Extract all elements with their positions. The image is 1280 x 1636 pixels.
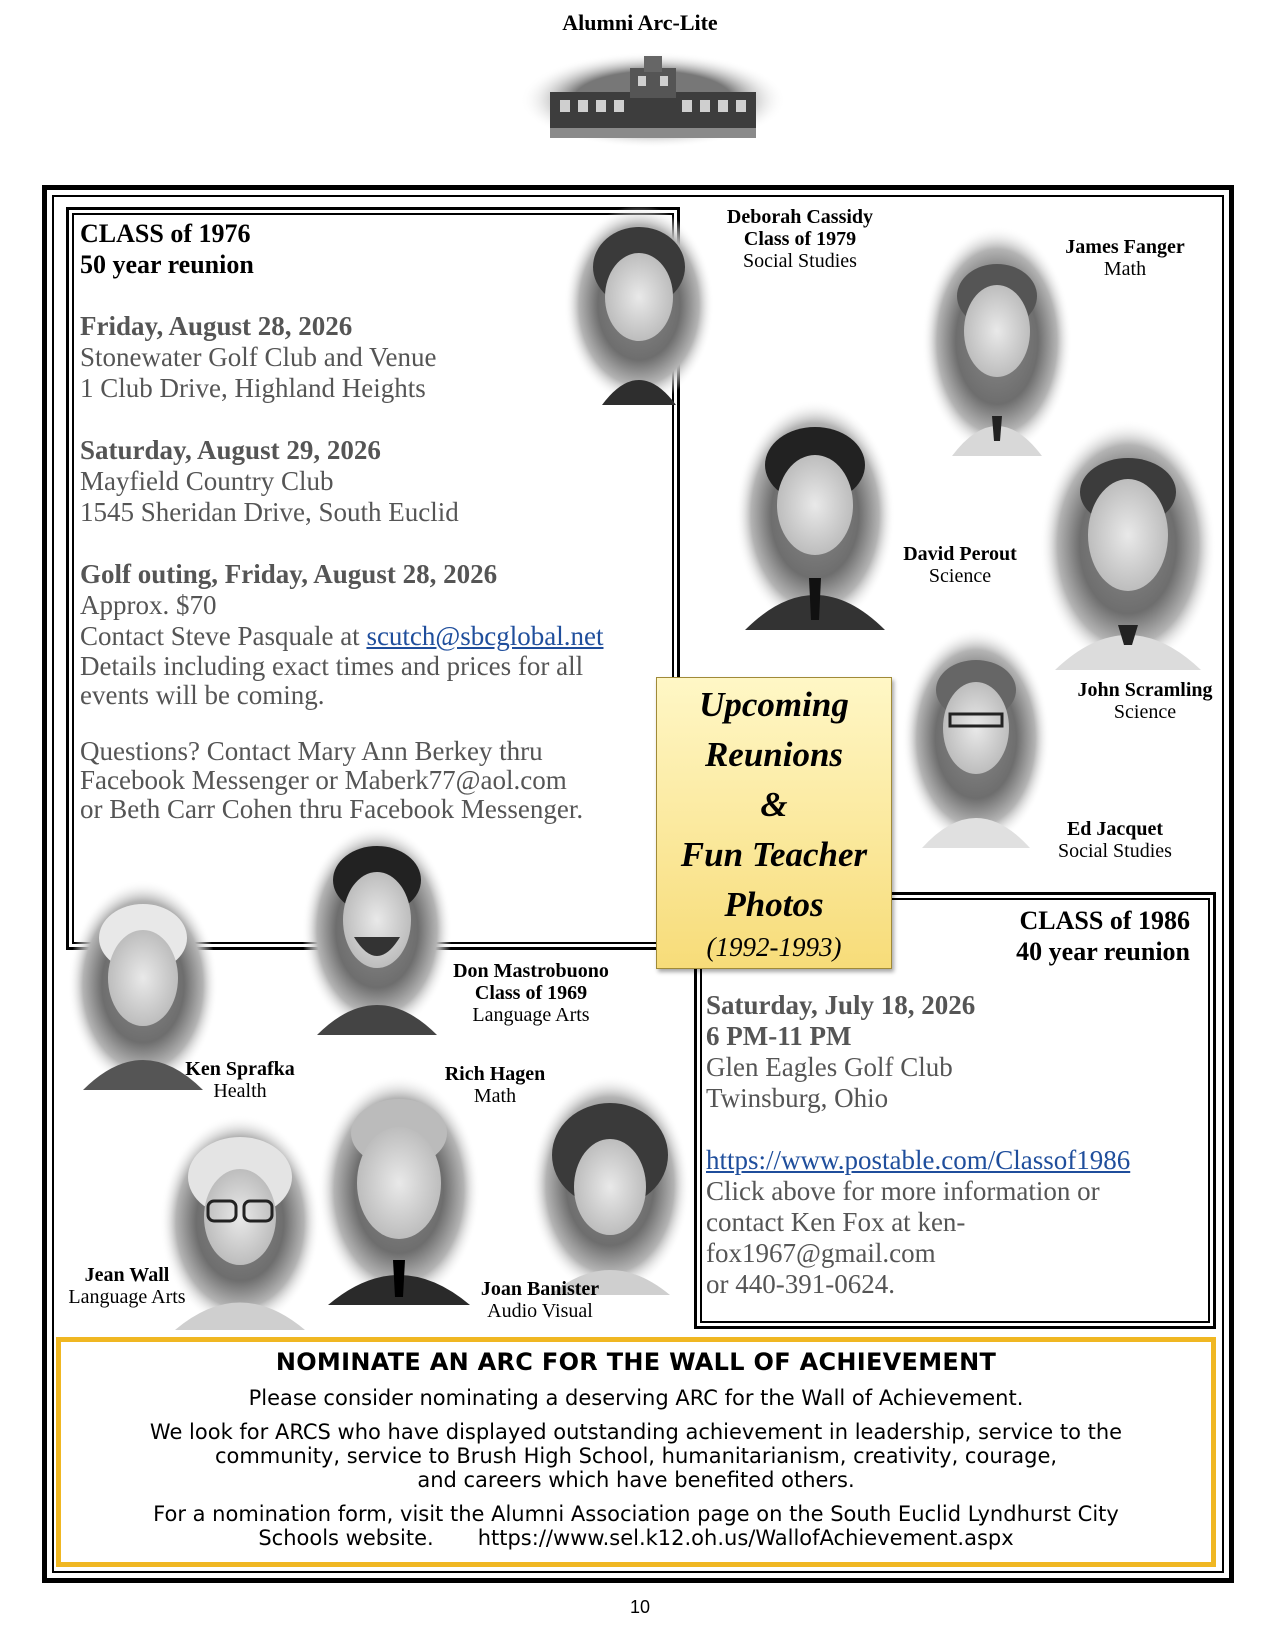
event2-date: Saturday, August 29, 2026 — [80, 435, 381, 465]
caption-don-mastrobuono — [436, 960, 626, 1026]
nominate-p2-line-3: and careers which have benefited others. — [417, 1468, 855, 1492]
caption-david-perout — [880, 543, 1040, 587]
teacher-name: Don Mastrobuono — [453, 960, 609, 982]
golf-date: Golf outing, Friday, August 28, 2026 — [80, 559, 498, 589]
teacher-subject: Social Studies — [1058, 840, 1172, 862]
caption-jean-wall — [52, 1264, 202, 1308]
caption-ed-jacquet — [1030, 818, 1200, 862]
questions-line-1: Questions? Contact Mary Ann Berkey thru — [80, 736, 543, 766]
nominate-p2-line-1: We look for ARCS who have displayed outstanding achievement in leadership, service to the — [149, 1420, 1123, 1444]
event1-venue: Stonewater Golf Club and Venue — [80, 342, 437, 372]
school-building-image — [520, 52, 786, 148]
reunion-1986-city: Twinsburg, Ohio — [706, 1083, 889, 1113]
questions-line-2: Facebook Messenger or Maberk77@aol.com — [80, 765, 567, 795]
portrait-deborah-cassidy — [564, 205, 714, 405]
portrait-don-mastrobuono — [302, 825, 452, 1035]
event1-date: Friday, August 28, 2026 — [80, 311, 353, 341]
teacher-class: Class of 1969 — [474, 982, 588, 1004]
nominate-p2-line-2: community, service to Brush High School, humanitarianism, creativity, courage, — [214, 1444, 1058, 1468]
event1-address: 1 Club Drive, Highland Heights — [80, 373, 426, 403]
nominate-paragraph-1: Please consider nominating a deserving ARC for the Wall of Achievement. — [248, 1386, 1024, 1410]
golf-price: Approx. $70 — [80, 590, 217, 620]
portrait-rich-hagen — [318, 1075, 480, 1305]
info-line-4: or 440-391-0624. — [706, 1269, 895, 1299]
portrait-joan-banister — [530, 1075, 690, 1295]
teacher-name: Joan Banister — [480, 1278, 600, 1300]
center-line-4: Fun Teacher — [680, 835, 868, 874]
event2-address: 1545 Sheridan Drive, South Euclid — [80, 497, 459, 527]
reunion-1986-date: Saturday, July 18, 2026 — [706, 990, 976, 1020]
teacher-subject: Language Arts — [472, 1004, 590, 1026]
info-line-3: fox1967@gmail.com — [706, 1238, 936, 1268]
teacher-class: Class of 1979 — [743, 228, 857, 250]
upcoming-reunions-box — [656, 677, 892, 969]
info-line-2: contact Ken Fox at ken- — [706, 1207, 966, 1237]
details-line-1: Details including exact times and prices for all — [80, 651, 584, 681]
reunion-1986-venue: Glen Eagles Golf Club — [706, 1052, 953, 1082]
caption-deborah-cassidy — [712, 206, 888, 272]
class-1976-heading: CLASS of 1976 — [80, 219, 251, 248]
teacher-subject: Math — [473, 1085, 517, 1107]
center-line-3: & — [760, 785, 788, 824]
teacher-name: John Scramling — [1077, 679, 1213, 701]
teacher-name: David Perout — [903, 543, 1017, 565]
center-years: (1992-1993) — [706, 932, 842, 962]
questions-line-3: or Beth Carr Cohen thru Facebook Messenger. — [80, 794, 584, 824]
golf-contact-email-link[interactable]: scutch@sbcglobal.net — [366, 621, 604, 651]
teacher-subject: Math — [1103, 258, 1147, 280]
teacher-name: Ed Jacquet — [1066, 818, 1164, 840]
portrait-david-perout — [735, 400, 895, 630]
wall-of-achievement-link[interactable]: https://www.sel.k12.oh.us/WallofAchievement.aspx — [477, 1526, 1014, 1550]
teacher-name: Deborah Cassidy — [726, 206, 874, 228]
caption-rich-hagen — [430, 1063, 560, 1107]
portrait-ed-jacquet — [902, 628, 1050, 848]
teacher-subject: Audio Visual — [487, 1300, 593, 1322]
class-1986-text — [706, 990, 1196, 1300]
info-line-1: Click above for more information or — [706, 1176, 1100, 1206]
class-1976-subheading: 50 year reunion — [80, 250, 254, 279]
teacher-name: Ken Sprafka — [185, 1058, 295, 1080]
teacher-name: Jean Wall — [84, 1264, 170, 1286]
teacher-subject: Science — [1113, 701, 1177, 723]
newsletter-title: Alumni Arc-Lite — [562, 10, 718, 35]
teacher-subject: Language Arts — [68, 1286, 186, 1308]
nominate-p3-line-2 — [79, 1526, 1193, 1550]
teacher-subject: Health — [213, 1080, 267, 1102]
class-1986-subheading: 40 year reunion — [1016, 937, 1190, 966]
golf-contact — [80, 621, 680, 652]
teacher-subject: Science — [928, 565, 992, 587]
postable-link[interactable]: https://www.postable.com/Classof1986 — [706, 1145, 1131, 1175]
reunion-1986-time: 6 PM-11 PM — [706, 1021, 852, 1051]
caption-james-fanger — [1040, 236, 1210, 280]
nominate-paragraph-3 — [79, 1502, 1193, 1550]
caption-joan-banister — [470, 1278, 610, 1322]
nominate-box — [56, 1337, 1216, 1567]
center-line-2: Reunions — [704, 735, 844, 774]
caption-ken-sprafka — [170, 1058, 310, 1102]
teacher-name: James Fanger — [1065, 236, 1185, 258]
teacher-subject: Social Studies — [743, 250, 857, 272]
page-number: 10 — [629, 1597, 651, 1617]
center-line-5: Photos — [724, 885, 824, 924]
details-line-2: events will be coming. — [80, 680, 325, 710]
nominate-p3-prefix: Schools website. — [258, 1526, 434, 1550]
nominate-p3-line-1: For a nomination form, visit the Alumni Association page on the South Euclid Lyndhurst City — [153, 1502, 1119, 1526]
nominate-title: NOMINATE AN ARC FOR THE WALL OF ACHIEVEMENT — [275, 1348, 997, 1376]
event2-venue: Mayfield Country Club — [80, 466, 334, 496]
golf-contact-prefix: Contact Steve Pasquale at — [80, 621, 367, 651]
class-1986-heading: CLASS of 1986 — [1019, 906, 1190, 935]
center-line-1: Upcoming — [699, 685, 849, 724]
nominate-paragraph-2 — [79, 1420, 1193, 1492]
caption-john-scramling — [1060, 679, 1230, 723]
portrait-john-scramling — [1040, 420, 1216, 670]
teacher-name: Rich Hagen — [444, 1063, 546, 1085]
